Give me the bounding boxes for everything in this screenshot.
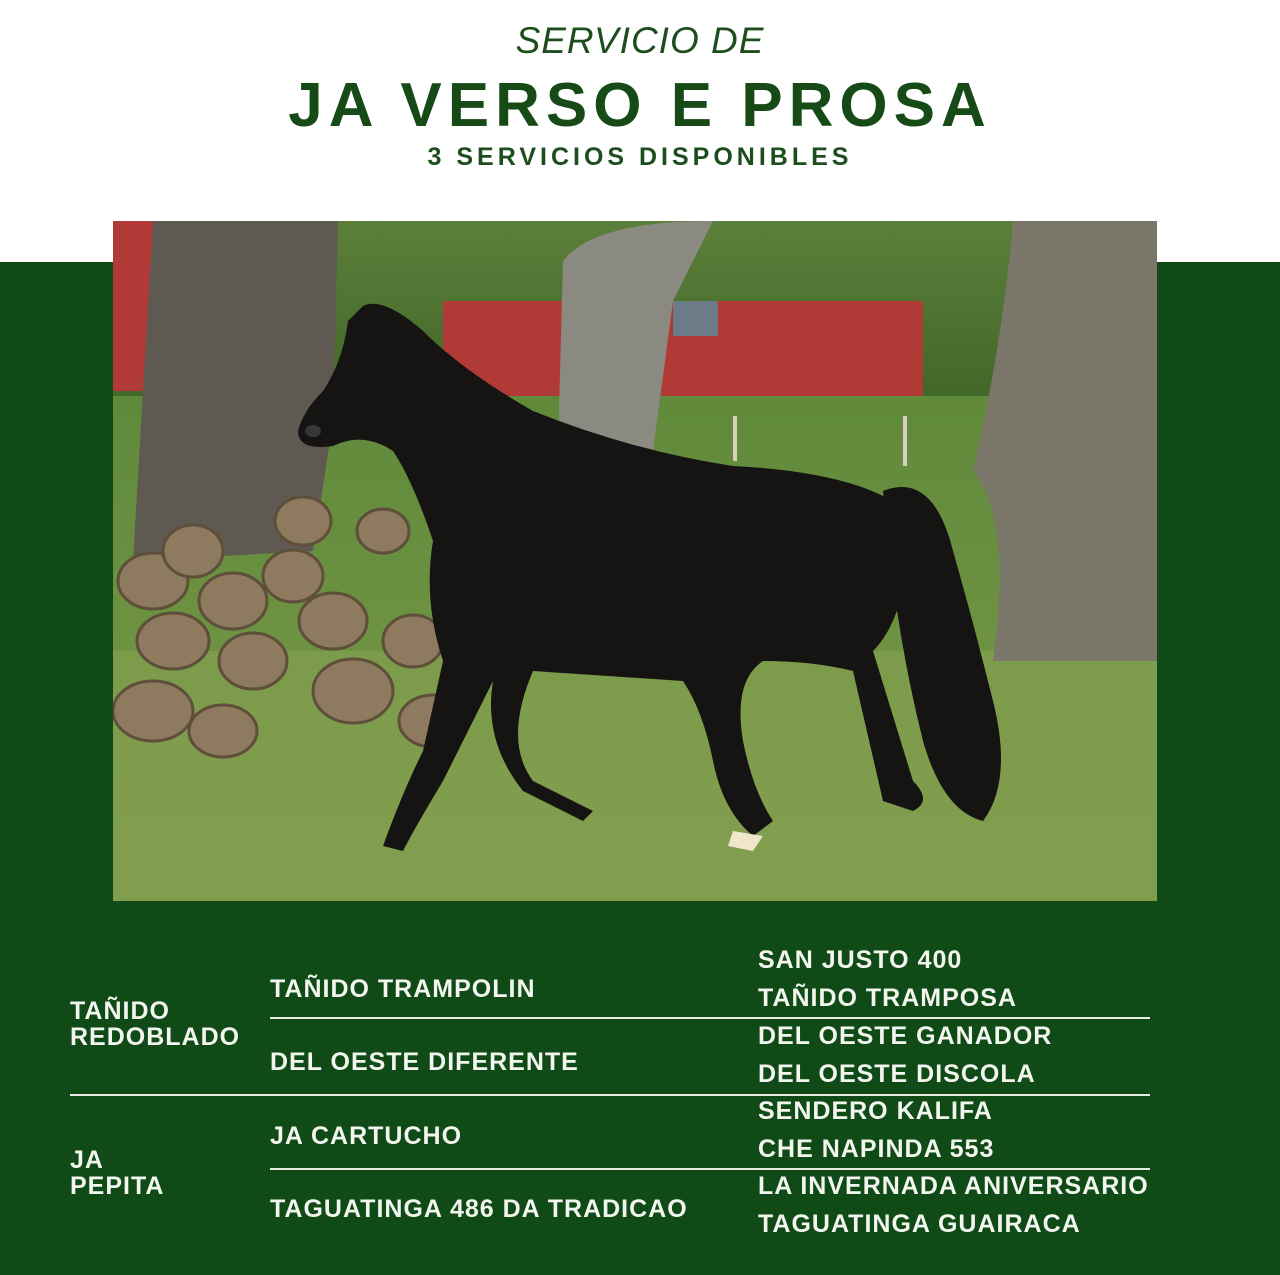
horse-photo	[113, 221, 1157, 901]
dam-dam-dam: TAGUATINGA GUAIRACA	[758, 1210, 1081, 1238]
sire-name-line1: TAÑIDO	[70, 997, 170, 1025]
sire-sire-sire: SAN JUSTO 400	[758, 946, 963, 974]
dam-dam-sire: LA INVERNADA ANIVERSARIO	[758, 1172, 1149, 1200]
divider-main	[70, 1094, 1150, 1096]
sire-dam: DEL OESTE DIFERENTE	[270, 1048, 579, 1076]
dam-sire-sire: SENDERO KALIFA	[758, 1097, 993, 1125]
dam-name-line1: JA	[70, 1146, 104, 1174]
sire-dam-dam: DEL OESTE DISCOLA	[758, 1060, 1036, 1088]
sire-dam-sire: DEL OESTE GANADOR	[758, 1022, 1053, 1050]
dam-sire-dam: CHE NAPINDA 553	[758, 1135, 995, 1163]
sire-sire-dam: TAÑIDO TRAMPOSA	[758, 984, 1017, 1012]
divider-dam-inner	[270, 1168, 1150, 1170]
pre-title: SERVICIO DE	[515, 20, 765, 61]
dam-dam: TAGUATINGA 486 DA TRADICAO	[270, 1195, 688, 1223]
page-title: JA VERSO E PROSA	[288, 71, 992, 140]
sire-sire: TAÑIDO TRAMPOLIN	[270, 975, 536, 1003]
sire-name-line2: REDOBLADO	[70, 1023, 241, 1051]
dam-sire: JA CARTUCHO	[270, 1122, 463, 1150]
divider-sire-inner	[270, 1017, 1150, 1019]
dam-name-line2: PEPITA	[70, 1172, 165, 1200]
subtitle: 3 SERVICIOS DISPONIBLES	[427, 143, 853, 171]
